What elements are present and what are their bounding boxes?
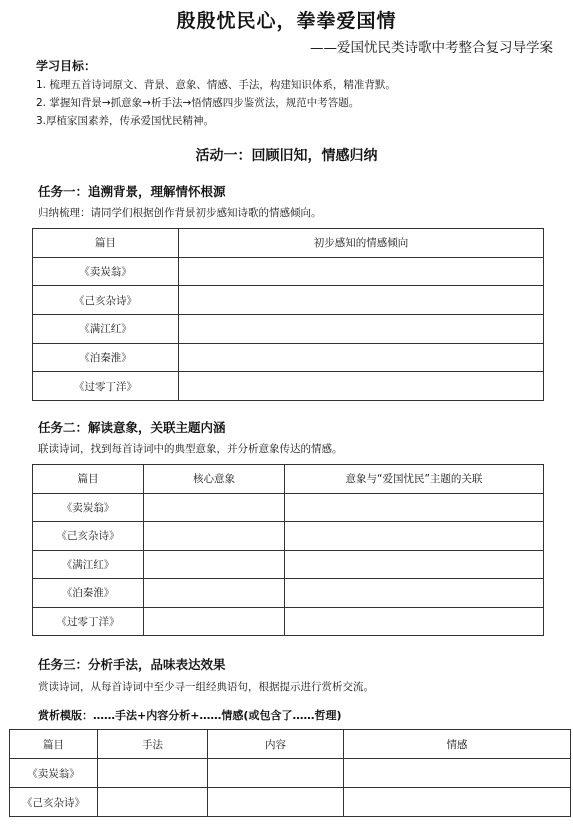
table-row — [33, 493, 544, 522]
table-header-row — [33, 465, 544, 494]
task3-note: 赏读诗词，从每首诗词中至少寻一组经典语句，根据提示进行赏析交流。 — [38, 681, 374, 693]
answer-cell[interactable] — [285, 607, 544, 636]
table-row — [33, 315, 544, 344]
poem-title-cell: 《过零丁洋》 — [33, 372, 179, 401]
poem-title-cell: 《泊秦淮》 — [33, 579, 144, 608]
header-cell: 情感 — [344, 730, 571, 759]
header-cell: 篇目 — [33, 229, 179, 258]
page-title: 殷殷忧民心，拳拳爱国情 — [176, 10, 397, 32]
poem-title-cell: 《满江红》 — [33, 550, 144, 579]
task3-template: 赏析模版：……手法+内容分析+……情感(或包含了……哲理) — [38, 709, 342, 722]
poem-title-cell: 《卖炭翁》 — [10, 759, 98, 788]
answer-cell[interactable] — [179, 257, 544, 286]
answer-cell[interactable] — [285, 579, 544, 608]
table-row — [33, 257, 544, 286]
task1-note: 归纳梳理：请同学们根据创作背景初步感知诗歌的情感倾向。 — [38, 207, 322, 219]
answer-cell[interactable] — [179, 372, 544, 401]
answer-cell[interactable] — [208, 788, 344, 817]
task1-table — [32, 228, 544, 401]
poem-title-cell: 《己亥杂诗》 — [10, 788, 98, 817]
header-cell: 内容 — [208, 730, 344, 759]
poem-title-cell: 《己亥杂诗》 — [33, 286, 179, 315]
poem-title-cell: 《泊秦淮》 — [33, 343, 179, 372]
poem-title-cell: 《己亥杂诗》 — [33, 522, 144, 551]
table-row — [33, 522, 544, 551]
table-row — [33, 607, 544, 636]
goal-item: 2. 掌握知背景→抓意象→析手法→悟情感四步鉴赏法，规范中考答题。 — [36, 97, 360, 109]
header-cell: 篇目 — [10, 730, 98, 759]
header-cell: 手法 — [98, 730, 208, 759]
header-cell: 意象与“爱国忧民”主题的关联 — [285, 465, 544, 494]
answer-cell[interactable] — [144, 550, 285, 579]
answer-cell[interactable] — [144, 579, 285, 608]
answer-cell[interactable] — [98, 788, 208, 817]
header-cell: 核心意象 — [144, 465, 285, 494]
table-header-row — [33, 229, 544, 258]
answer-cell[interactable] — [144, 522, 285, 551]
answer-cell[interactable] — [98, 759, 208, 788]
header-cell: 篇目 — [33, 465, 144, 494]
poem-title-cell: 《过零丁洋》 — [33, 607, 144, 636]
goal-item: 1. 梳理五首诗词原文、背景、意象、情感、手法，构建知识体系，精准背默。 — [36, 79, 396, 91]
table-row — [10, 788, 571, 817]
table-row — [33, 343, 544, 372]
task1-title: 任务一：追溯背景，理解情怀根源 — [38, 184, 226, 199]
answer-cell[interactable] — [179, 286, 544, 315]
table-header-row — [10, 730, 571, 759]
answer-cell[interactable] — [179, 343, 544, 372]
table-row — [33, 372, 544, 401]
task3-title: 任务三：分析手法，品味表达效果 — [38, 657, 226, 672]
answer-cell[interactable] — [144, 493, 285, 522]
poem-title-cell: 《满江红》 — [33, 315, 179, 344]
task3-table — [9, 729, 571, 817]
answer-cell[interactable] — [344, 759, 571, 788]
answer-cell[interactable] — [208, 759, 344, 788]
answer-cell[interactable] — [285, 550, 544, 579]
table-row — [33, 550, 544, 579]
table-row — [10, 759, 571, 788]
activity-title: 活动一：回顾旧知，情感归纳 — [195, 148, 378, 164]
answer-cell[interactable] — [285, 522, 544, 551]
task2-table — [32, 464, 544, 636]
table-row — [33, 579, 544, 608]
task2-title: 任务二：解读意象，关联主题内涵 — [38, 420, 226, 435]
task2-note: 联读诗词，找到每首诗词中的典型意象，并分析意象传达的情感。 — [38, 443, 343, 455]
goals-heading: 学习目标： — [36, 59, 97, 73]
poem-title-cell: 《卖炭翁》 — [33, 257, 179, 286]
answer-cell[interactable] — [285, 493, 544, 522]
answer-cell[interactable] — [144, 607, 285, 636]
page-subtitle: ——爱国忧民类诗歌中考整合复习导学案 — [310, 40, 553, 56]
header-cell: 初步感知的情感倾向 — [179, 229, 544, 258]
answer-cell[interactable] — [179, 315, 544, 344]
poem-title-cell: 《卖炭翁》 — [33, 493, 144, 522]
table-row — [33, 286, 544, 315]
answer-cell[interactable] — [344, 788, 571, 817]
goal-item: 3.厚植家国素养，传承爱国忧民精神。 — [36, 115, 215, 127]
